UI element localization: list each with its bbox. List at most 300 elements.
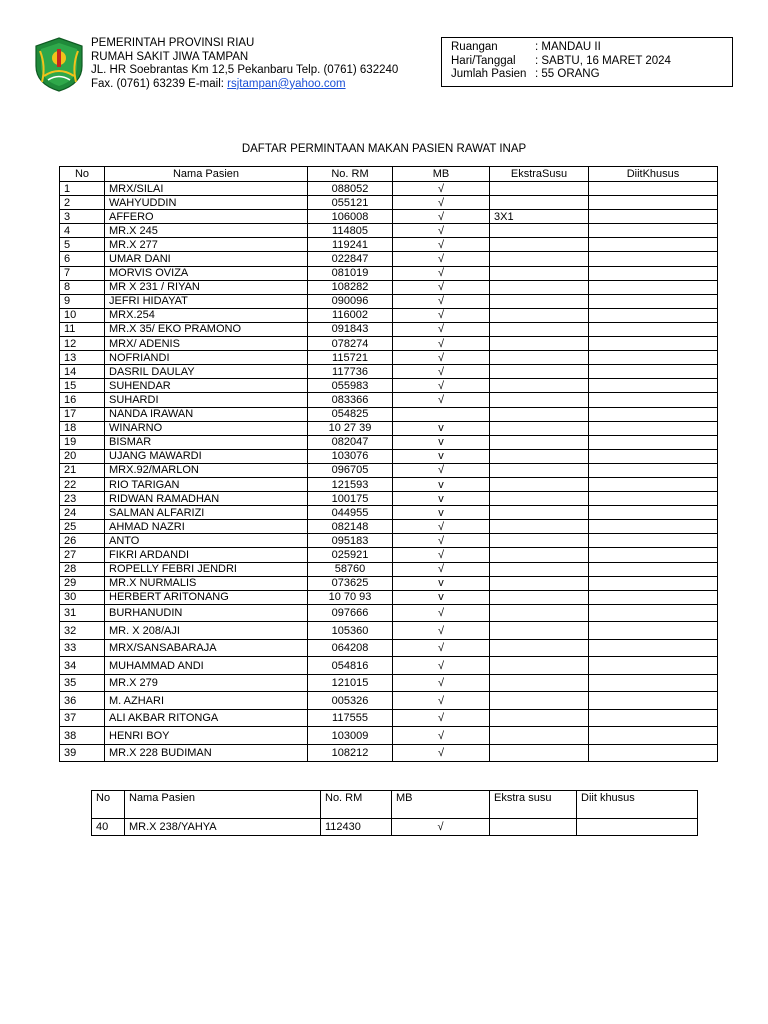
table-row xyxy=(60,576,718,590)
cell-ekstra xyxy=(490,548,589,562)
cell-nama: MR.X 35/ EKO PRAMONO xyxy=(105,322,308,336)
table-row xyxy=(60,674,718,692)
cell-mb: √ xyxy=(393,534,490,548)
table-row xyxy=(60,534,718,548)
cell-ekstra xyxy=(490,562,589,576)
cell-nama: AFFERO xyxy=(105,210,308,224)
cell-rm: 100175 xyxy=(308,492,393,506)
cell-rm: 082148 xyxy=(308,520,393,534)
cell-mb: v xyxy=(393,449,490,463)
cell-ekstra xyxy=(490,238,589,252)
table-row xyxy=(60,744,718,762)
cell-diit xyxy=(589,692,718,710)
cell-rm: 108212 xyxy=(308,744,393,762)
org-line: PEMERINTAH PROVINSI RIAU xyxy=(91,37,255,49)
cell-mb: v xyxy=(393,492,490,506)
cell-mb: √ xyxy=(392,819,490,836)
cell-no: 8 xyxy=(60,280,105,294)
cell-nama: AHMAD NAZRI xyxy=(105,520,308,534)
cell-ekstra xyxy=(490,674,589,692)
cell-diit xyxy=(589,744,718,762)
cell-ekstra xyxy=(490,709,589,727)
col-header-nama: Nama Pasien xyxy=(105,167,308,182)
cell-nama: MR.X NURMALIS xyxy=(105,576,308,590)
table-row xyxy=(60,308,718,322)
cell-diit xyxy=(589,182,718,196)
cell-rm: 088052 xyxy=(308,182,393,196)
cell-no: 20 xyxy=(60,449,105,463)
cell-rm: 025921 xyxy=(308,548,393,562)
col-header-rm: No. RM xyxy=(308,167,393,182)
cell-nama: HERBERT ARITONANG xyxy=(105,590,308,604)
cell-mb: √ xyxy=(393,252,490,266)
cell-diit xyxy=(589,520,718,534)
document-title: DAFTAR PERMINTAAN MAKAN PASIEN RAWAT INAP xyxy=(241,143,527,155)
org-line: RUMAH SAKIT JIWA TAMPAN xyxy=(91,50,249,63)
cell-rm: 090096 xyxy=(308,294,393,308)
cell-rm: 073625 xyxy=(308,576,393,590)
ward-info-box xyxy=(441,37,733,87)
cell-mb: √ xyxy=(393,393,490,407)
cell-diit xyxy=(589,548,718,562)
cell-no: 7 xyxy=(60,266,105,280)
cell-diit xyxy=(589,576,718,590)
cell-rm: 112430 xyxy=(321,819,392,836)
cell-nama: ROPELLY FEBRI JENDRI xyxy=(105,562,308,576)
cell-nama: MRX.254 xyxy=(105,308,308,322)
cell-ekstra xyxy=(490,590,589,604)
cell-ekstra xyxy=(490,576,589,590)
cell-diit xyxy=(589,477,718,491)
cell-no: 36 xyxy=(60,692,105,710)
cell-no: 6 xyxy=(60,252,105,266)
cell-ekstra xyxy=(490,393,589,407)
cell-rm: 108282 xyxy=(308,280,393,294)
tanggal-value: : SABTU, 16 MARET 2024 xyxy=(535,54,671,67)
table-row xyxy=(60,379,718,393)
cell-no: 40 xyxy=(92,819,125,836)
cell-ekstra xyxy=(490,294,589,308)
cell-ekstra xyxy=(490,266,589,280)
cell-nama: MR.X 279 xyxy=(105,674,308,692)
cell-mb: √ xyxy=(393,210,490,224)
cell-no: 14 xyxy=(60,365,105,379)
cell-nama: MRX/SANSABARAJA xyxy=(105,639,308,657)
cell-ekstra xyxy=(490,449,589,463)
cell-diit xyxy=(589,351,718,365)
cell-ekstra xyxy=(490,727,589,745)
cell-ekstra xyxy=(490,337,589,351)
org-line: JL. HR Soebrantas Km 12,5 Pekanbaru Telp. (0761) 632240 xyxy=(91,64,399,77)
fax-email-line xyxy=(91,78,398,92)
cell-rm: 054825 xyxy=(308,407,393,421)
cell-rm: 115721 xyxy=(308,351,393,365)
cell-nama: SUHENDAR xyxy=(105,379,308,393)
cell-no: 38 xyxy=(60,727,105,745)
cell-nama: MR.X 228 BUDIMAN xyxy=(105,744,308,762)
cell-diit xyxy=(589,280,718,294)
cell-rm: 10 27 39 xyxy=(308,421,393,435)
cell-no: 28 xyxy=(60,562,105,576)
cell-diit xyxy=(589,435,718,449)
cell-nama: MR.X 238/YAHYA xyxy=(125,819,321,836)
cell-diit xyxy=(589,266,718,280)
cell-diit xyxy=(589,196,718,210)
cell-rm: 082047 xyxy=(308,435,393,449)
cell-diit xyxy=(589,421,718,435)
cell-mb: v xyxy=(393,477,490,491)
hospital-header xyxy=(91,37,398,91)
cell-mb: v xyxy=(393,435,490,449)
cell-rm: 091843 xyxy=(308,322,393,336)
cell-rm: 103076 xyxy=(308,449,393,463)
table-row xyxy=(60,590,718,604)
table-row xyxy=(60,322,718,336)
cell-ekstra xyxy=(490,622,589,640)
cell-mb: v xyxy=(393,590,490,604)
table-row xyxy=(60,435,718,449)
cell-no: 34 xyxy=(60,657,105,675)
cell-no: 22 xyxy=(60,477,105,491)
cell-rm: 095183 xyxy=(308,534,393,548)
cell-mb: √ xyxy=(393,224,490,238)
cell-mb: √ xyxy=(393,520,490,534)
cell-ekstra xyxy=(490,657,589,675)
cell-nama: ALI AKBAR RITONGA xyxy=(105,709,308,727)
cell-diit xyxy=(589,657,718,675)
cell-nama: MR.X 277 xyxy=(105,238,308,252)
table-row xyxy=(60,727,718,745)
cell-ekstra xyxy=(490,379,589,393)
cell-no: 31 xyxy=(60,604,105,622)
cell-diit xyxy=(589,639,718,657)
cell-mb: √ xyxy=(393,604,490,622)
cell-nama: NOFRIANDI xyxy=(105,351,308,365)
table-row xyxy=(60,657,718,675)
table-row xyxy=(60,393,718,407)
table-row xyxy=(60,280,718,294)
cell-nama: MR X 231 / RIYAN xyxy=(105,280,308,294)
cell-mb: √ xyxy=(393,744,490,762)
cell-rm: 054816 xyxy=(308,657,393,675)
cell-diit xyxy=(589,238,718,252)
cell-mb: √ xyxy=(393,463,490,477)
col-header-mb: MB xyxy=(392,791,490,819)
cell-nama: SALMAN ALFARIZI xyxy=(105,506,308,520)
cell-nama: FIKRI ARDANDI xyxy=(105,548,308,562)
patient-meal-table xyxy=(59,166,718,762)
cell-ekstra xyxy=(490,604,589,622)
col-header-diit: DiitKhusus xyxy=(589,167,718,182)
table-header-row xyxy=(92,791,698,819)
table-row xyxy=(60,224,718,238)
cell-no: 10 xyxy=(60,308,105,322)
cell-nama: M. AZHARI xyxy=(105,692,308,710)
cell-diit xyxy=(589,379,718,393)
cell-mb: v xyxy=(393,421,490,435)
cell-mb: √ xyxy=(393,709,490,727)
table-row xyxy=(60,506,718,520)
cell-nama: WINARNO xyxy=(105,421,308,435)
cell-mb: √ xyxy=(393,337,490,351)
table-row xyxy=(60,622,718,640)
cell-mb: √ xyxy=(393,294,490,308)
table-row xyxy=(60,210,718,224)
cell-rm: 081019 xyxy=(308,266,393,280)
cell-no: 26 xyxy=(60,534,105,548)
cell-rm: 096705 xyxy=(308,463,393,477)
cell-ekstra xyxy=(490,492,589,506)
cell-no: 4 xyxy=(60,224,105,238)
fax-label: Fax. (0761) 63239 E-mail: xyxy=(91,77,228,90)
cell-ekstra xyxy=(490,182,589,196)
cell-nama: UMAR DANI xyxy=(105,252,308,266)
cell-no: 29 xyxy=(60,576,105,590)
cell-diit xyxy=(589,210,718,224)
cell-ekstra xyxy=(490,421,589,435)
cell-no: 30 xyxy=(60,590,105,604)
cell-mb: √ xyxy=(393,196,490,210)
cell-diit xyxy=(589,449,718,463)
cell-rm: 105360 xyxy=(308,622,393,640)
cell-rm: 064208 xyxy=(308,639,393,657)
cell-no: 27 xyxy=(60,548,105,562)
cell-diit xyxy=(589,604,718,622)
col-header-ekstra: EkstraSusu xyxy=(490,167,589,182)
table-row xyxy=(60,407,718,421)
cell-no: 3 xyxy=(60,210,105,224)
cell-no: 37 xyxy=(60,709,105,727)
cell-nama: ANTO xyxy=(105,534,308,548)
cell-diit xyxy=(589,224,718,238)
table-row xyxy=(60,196,718,210)
col-header-ekstra: Ekstra susu xyxy=(490,791,577,819)
cell-nama: MR.X 245 xyxy=(105,224,308,238)
cell-diit xyxy=(589,337,718,351)
ruangan-label: Ruangan xyxy=(451,41,498,53)
col-header-mb: MB xyxy=(393,167,490,182)
cell-nama: NANDA IRAWAN xyxy=(105,407,308,421)
table-row xyxy=(60,182,718,196)
cell-ekstra xyxy=(490,196,589,210)
cell-ekstra xyxy=(490,252,589,266)
cell-nama: MR. X 208/AJI xyxy=(105,622,308,640)
cell-rm: 044955 xyxy=(308,506,393,520)
cell-rm: 055983 xyxy=(308,379,393,393)
cell-diit xyxy=(589,463,718,477)
table-row xyxy=(60,492,718,506)
table-row xyxy=(60,365,718,379)
cell-rm: 055121 xyxy=(308,196,393,210)
table-row xyxy=(60,548,718,562)
cell-diit xyxy=(589,407,718,421)
cell-mb: √ xyxy=(393,365,490,379)
table-row xyxy=(60,294,718,308)
cell-rm: 10 70 93 xyxy=(308,590,393,604)
cell-no: 12 xyxy=(60,337,105,351)
col-header-rm: No. RM xyxy=(321,791,392,819)
table-row xyxy=(60,692,718,710)
cell-diit xyxy=(589,590,718,604)
cell-ekstra xyxy=(490,639,589,657)
cell-diit xyxy=(589,622,718,640)
tanggal-label: Hari/Tanggal xyxy=(451,54,516,67)
cell-diit xyxy=(589,492,718,506)
cell-nama: MUHAMMAD ANDI xyxy=(105,657,308,675)
cell-nama: DASRIL DAULAY xyxy=(105,365,308,379)
table-row xyxy=(60,709,718,727)
email-link[interactable]: rsjtampan@yahoo.com xyxy=(227,77,346,90)
cell-ekstra xyxy=(490,692,589,710)
cell-no: 1 xyxy=(60,182,105,196)
cell-no: 32 xyxy=(60,622,105,640)
table-header-row xyxy=(60,167,718,182)
patient-meal-table-continued xyxy=(91,790,698,836)
cell-no: 9 xyxy=(60,294,105,308)
cell-diit xyxy=(589,252,718,266)
cell-no: 13 xyxy=(60,351,105,365)
cell-nama: WAHYUDDIN xyxy=(105,196,308,210)
cell-nama: JEFRI HIDAYAT xyxy=(105,294,308,308)
cell-no: 5 xyxy=(60,238,105,252)
table-row xyxy=(60,266,718,280)
cell-mb: √ xyxy=(393,266,490,280)
col-header-no: No xyxy=(92,791,125,819)
cell-mb: √ xyxy=(393,182,490,196)
cell-rm: 116002 xyxy=(308,308,393,322)
cell-ekstra xyxy=(490,534,589,548)
ruangan-value: : MANDAU II xyxy=(535,41,601,53)
cell-ekstra xyxy=(490,308,589,322)
riau-province-emblem-icon xyxy=(32,36,86,92)
table-row xyxy=(60,337,718,351)
cell-mb: √ xyxy=(393,322,490,336)
cell-ekstra xyxy=(490,280,589,294)
cell-ekstra xyxy=(490,365,589,379)
cell-ekstra xyxy=(490,477,589,491)
jumlah-value: : 55 ORANG xyxy=(535,68,600,80)
cell-diit xyxy=(589,534,718,548)
cell-diit xyxy=(589,506,718,520)
cell-no: 16 xyxy=(60,393,105,407)
cell-no: 19 xyxy=(60,435,105,449)
col-header-no: No xyxy=(60,167,105,182)
cell-no: 21 xyxy=(60,463,105,477)
cell-no: 33 xyxy=(60,639,105,657)
table-row xyxy=(60,639,718,657)
cell-no: 18 xyxy=(60,421,105,435)
cell-rm: 119241 xyxy=(308,238,393,252)
cell-nama: MRX/ ADENIS xyxy=(105,337,308,351)
cell-nama: HENRI BOY xyxy=(105,727,308,745)
cell-rm: 121593 xyxy=(308,477,393,491)
col-header-diit: Diit khusus xyxy=(577,791,698,819)
cell-ekstra xyxy=(490,407,589,421)
cell-nama: SUHARDI xyxy=(105,393,308,407)
cell-no: 11 xyxy=(60,322,105,336)
cell-rm: 106008 xyxy=(308,210,393,224)
cell-mb: √ xyxy=(393,727,490,745)
table-row xyxy=(60,562,718,576)
cell-mb: √ xyxy=(393,562,490,576)
table-row xyxy=(60,604,718,622)
cell-nama: MRX/SILAI xyxy=(105,182,308,196)
cell-nama: MRX.92/MARLON xyxy=(105,463,308,477)
cell-ekstra xyxy=(490,463,589,477)
cell-rm: 083366 xyxy=(308,393,393,407)
cell-rm: 097666 xyxy=(308,604,393,622)
cell-diit xyxy=(589,294,718,308)
cell-mb: √ xyxy=(393,657,490,675)
cell-nama: RIDWAN RAMADHAN xyxy=(105,492,308,506)
table-row xyxy=(60,449,718,463)
cell-diit xyxy=(589,308,718,322)
cell-rm: 022847 xyxy=(308,252,393,266)
cell-rm: 117736 xyxy=(308,365,393,379)
table-row xyxy=(60,520,718,534)
cell-rm: 121015 xyxy=(308,674,393,692)
cell-diit xyxy=(589,674,718,692)
cell-no: 39 xyxy=(60,744,105,762)
cell-mb: v xyxy=(393,506,490,520)
cell-nama: BISMAR xyxy=(105,435,308,449)
cell-ekstra xyxy=(490,506,589,520)
cell-nama: BURHANUDIN xyxy=(105,604,308,622)
cell-diit xyxy=(589,365,718,379)
cell-mb: √ xyxy=(393,238,490,252)
cell-ekstra xyxy=(490,224,589,238)
cell-diit xyxy=(589,393,718,407)
table-row xyxy=(60,351,718,365)
cell-mb: √ xyxy=(393,674,490,692)
cell-ekstra xyxy=(490,322,589,336)
cell-no: 17 xyxy=(60,407,105,421)
table-row xyxy=(60,477,718,491)
cell-diit xyxy=(577,819,698,836)
cell-nama: UJANG MAWARDI xyxy=(105,449,308,463)
cell-mb: √ xyxy=(393,692,490,710)
cell-diit xyxy=(589,562,718,576)
cell-diit xyxy=(589,322,718,336)
cell-rm: 117555 xyxy=(308,709,393,727)
cell-rm: 005326 xyxy=(308,692,393,710)
cell-rm: 078274 xyxy=(308,337,393,351)
table-row xyxy=(60,252,718,266)
cell-nama: MORVIS OVIZA xyxy=(105,266,308,280)
cell-mb: v xyxy=(393,576,490,590)
cell-mb xyxy=(393,407,490,421)
cell-ekstra xyxy=(490,819,577,836)
cell-mb: √ xyxy=(393,548,490,562)
cell-ekstra xyxy=(490,351,589,365)
cell-mb: √ xyxy=(393,308,490,322)
cell-mb: √ xyxy=(393,639,490,657)
cell-no: 24 xyxy=(60,506,105,520)
cell-no: 23 xyxy=(60,492,105,506)
cell-diit xyxy=(589,709,718,727)
cell-ekstra xyxy=(490,520,589,534)
jumlah-label: Jumlah Pasien xyxy=(451,68,527,80)
table-row xyxy=(60,421,718,435)
cell-no: 2 xyxy=(60,196,105,210)
table-row xyxy=(92,819,698,836)
cell-rm: 114805 xyxy=(308,224,393,238)
cell-rm: 103009 xyxy=(308,727,393,745)
cell-diit xyxy=(589,727,718,745)
col-header-nama: Nama Pasien xyxy=(125,791,321,819)
cell-ekstra xyxy=(490,744,589,762)
cell-nama: RIO TARIGAN xyxy=(105,477,308,491)
